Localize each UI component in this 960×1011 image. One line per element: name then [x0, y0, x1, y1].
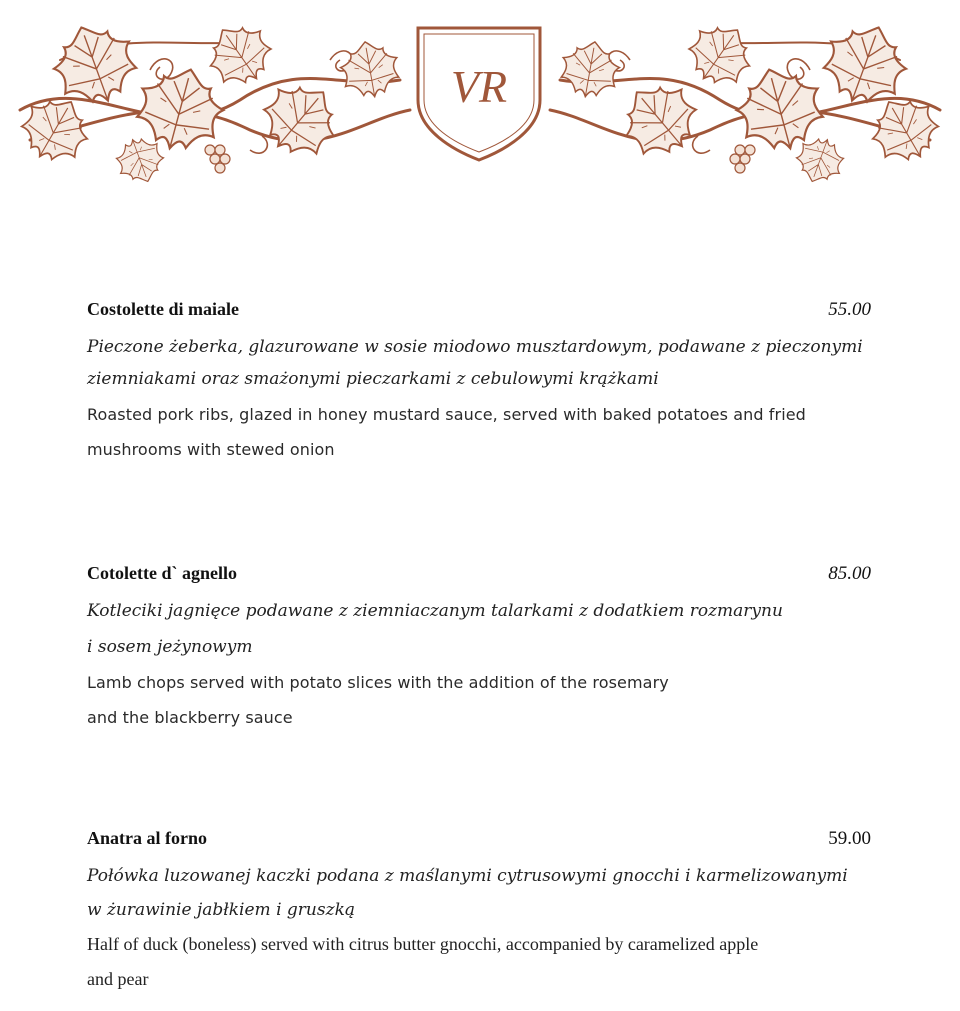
vr-logo — [418, 28, 540, 160]
dish-name: Cotolette d` agnello — [87, 563, 237, 583]
dish-price: 85.00 — [828, 563, 871, 584]
dish-description-english: Roasted pork ribs, glazed in honey mustard sauce, served with baked potatoes and fried — [87, 405, 806, 424]
menu-item — [87, 828, 871, 990]
dish-name: Anatra al forno — [87, 828, 207, 848]
dish-description-english: Lamb chops served with potato slices with the addition of the rosemary — [87, 673, 669, 692]
dish-description-polish: i sosem jeżynowym — [87, 637, 253, 657]
dish-name: Costolette di maiale — [87, 299, 239, 319]
dish-description-polish: Pieczone żeberka, glazurowane w sosie miodowo musztardowym, podawane z pieczonymi — [87, 337, 863, 357]
dish-description-english: Half of duck (boneless) served with citrus butter gnocchi, accompanied by caramelized apple — [87, 934, 759, 954]
dish-description-polish: w żurawinie jabłkiem i gruszką — [87, 900, 355, 920]
svg-text:VR: VR — [450, 61, 508, 112]
dish-price: 59.00 — [828, 828, 871, 849]
dish-description-polish: Połówka luzowanej kaczki podana z maślanymi cytrusowymi gnocchi i karmelizowanymi — [87, 866, 848, 886]
dish-description-english: and pear — [87, 969, 149, 989]
dish-description-polish: Kotleciki jagnięce podawane z ziemniaczanym talarkami z dodatkiem rozmarynu — [87, 601, 783, 621]
dish-price: 55.00 — [828, 299, 871, 320]
header-ornament — [0, 0, 960, 190]
dish-description-english: mushrooms with stewed onion — [87, 440, 335, 459]
dish-description-polish: ziemniakami oraz smażonymi pieczarkami z cebulowymi krążkami — [87, 369, 659, 389]
grapevine-ornament — [0, 0, 960, 190]
menu-item — [87, 563, 871, 727]
dish-description-english: and the blackberry sauce — [87, 708, 293, 727]
menu-item — [87, 299, 871, 459]
